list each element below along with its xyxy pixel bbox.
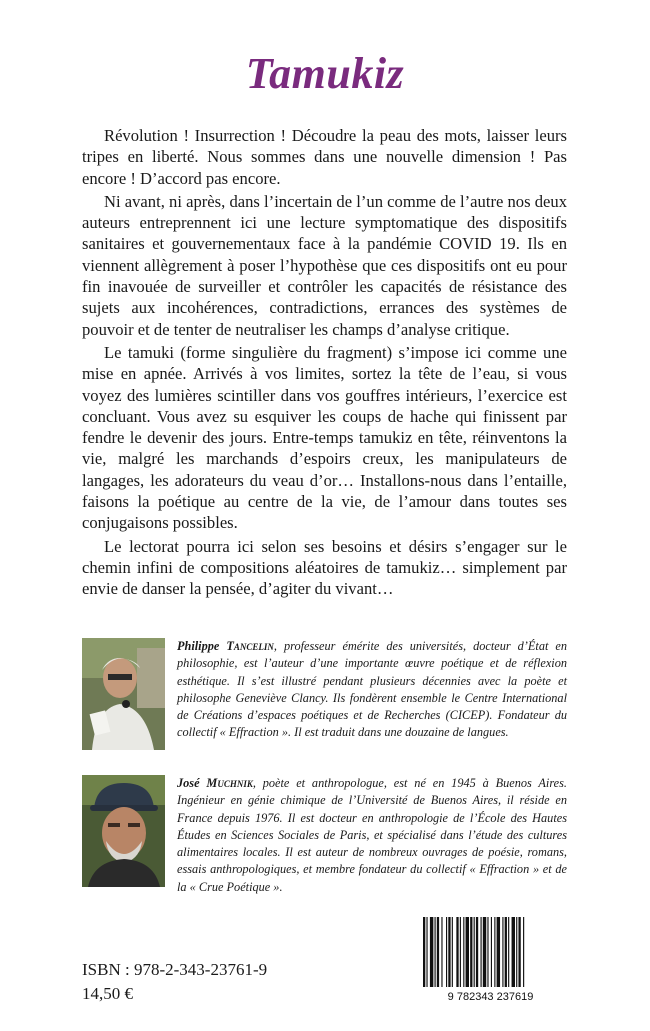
author-photo-muchnik xyxy=(82,775,165,887)
barcode-bar xyxy=(523,917,524,987)
barcode-bar xyxy=(481,917,482,987)
barcode-bar xyxy=(505,917,507,987)
blurb-paragraph-2: Ni avant, ni après, dans l’incertain de l’un comme de l’autre nos deux auteurs entreprennent ici une lecture symptomatique des dispositifs sanitaires et gouvernementaux face à la pandémie COVID 19. Ils en viennent allègrement à poser l’hypothèse que ces dispositifs ont eu pour fin inavouée de surveiller et contrôler les capacités de résistance des sujets aux incohérences, contradictions, errances des systèmes de pouvoir et de tenter de neutraliser les champs d’analyse critique. xyxy=(82,191,567,339)
blurb-paragraph-4: Le lectorat pourra ici selon ses besoins et désirs s’engager sur le chemin infini de compositions aléatoires de tamukiz… simplement par envie de danser la pensée, d’agiter du vivant… xyxy=(82,536,567,599)
barcode-bar xyxy=(437,917,439,987)
barcode-bar xyxy=(466,917,469,987)
author-last-name: Tancelin xyxy=(226,639,274,653)
author-bio-text: , professeur émérite des universités, docteur d’État en philosophie, est l’auteur d’une importante œuvre poétique et de réflexion esthétique. Il s’est illustré pendant plusieurs décennies avec la poète et philosophe Geneviève Clancy. Ils fondèrent ensemble le Centre International de Créations d’espaces poétiques et de Recherches (CICEP). Fondateur du collectif « Effraction ». Il est traduit dans une douzaine de langues. xyxy=(177,639,568,740)
blurb-paragraph-1: Révolution ! Insurrection ! Découdre la peau des mots, laisser leurs tripes en liberté. Nous sommes dans une nouvelle dimension ! Pas encore ! D’accord pas encore. xyxy=(82,126,567,188)
author-block-muchnik xyxy=(82,775,566,895)
barcode-bar xyxy=(494,917,495,987)
barcode xyxy=(413,915,568,1003)
barcode-bar xyxy=(456,917,458,987)
barcode-bar xyxy=(446,917,447,987)
barcode-bar xyxy=(516,917,517,987)
author-first-name: José xyxy=(177,776,200,790)
barcode-bar xyxy=(476,917,478,987)
author-bio-tancelin xyxy=(177,638,567,742)
barcode-bar xyxy=(502,917,503,987)
barcode-bar xyxy=(426,917,427,987)
blurb xyxy=(82,125,567,602)
author-last-name: Muchnik xyxy=(206,776,253,790)
author-first-name: Philippe xyxy=(177,639,220,653)
barcode-bar xyxy=(452,917,453,987)
barcode-bar xyxy=(487,917,488,987)
barcode-digits: 9 782343 237619 xyxy=(447,991,534,1003)
author-block-tancelin xyxy=(82,638,566,753)
barcode-bar xyxy=(512,917,515,987)
barcode-bar xyxy=(448,917,450,987)
portrait-muchnik-icon xyxy=(82,775,165,887)
isbn-price-block xyxy=(82,958,267,1006)
barcode-bar xyxy=(474,917,475,987)
author-photo-tancelin xyxy=(82,638,165,750)
barcode-bar xyxy=(491,917,492,987)
barcode-bar xyxy=(423,917,425,987)
isbn-number: ISBN : 978-2-343-23761-9 xyxy=(82,960,268,979)
author-bio-text: , poète et anthropologue, est né en 1945 à Buenos Aires. Ingénieur en génie chimique de l’Université de Buenos Aires, il réside en France depuis 1976. Il est docteur en anthropologie de l’École des Hautes Études en Sciences Sociales de Paris, et spécialisé dans l’étude des cultures alimentaires locales. Il est auteur de nombreux ouvrages de poésie, romans, essais anthropologiques, et membre fondateur du collectif « Effraction » et de la « Crue Poétique ». xyxy=(177,776,567,894)
barcode-bar xyxy=(483,917,486,987)
blurb-paragraph-3: Le tamuki (forme singulière du fragment) s’impose ici comme une mise en apnée. Arrivés à vos limites, sortez la tête de l’eau, si vous voyez des lumières scintiller dans vos gouffres intérieurs, l’exercice est concluant. Vous avez su esquiver les coups de hache qui finissent par fendre le devenir des jours. Entre-temps tamukiz en tête, réinventons la vie, malgré les marchands d’espoirs creux, les manipulateurs de langages, les adorateurs du veau d’or… Installons-nous dans l’entaille, faisons la poétique au centre de la vie, de l’amour dans toutes ses conjugaisons possibles. xyxy=(82,342,567,533)
barcode-bar xyxy=(441,917,442,987)
barcode-bar xyxy=(470,917,472,987)
barcode-bar xyxy=(518,917,520,987)
barcode-bar xyxy=(463,917,464,987)
book-title: Tamukiz xyxy=(245,49,405,98)
barcode-bar xyxy=(508,917,509,987)
barcode-bar xyxy=(460,917,461,987)
price: 14,50 € xyxy=(82,984,133,1003)
barcode-bar xyxy=(430,917,433,987)
author-bio-muchnik xyxy=(177,775,567,896)
portrait-tancelin-icon xyxy=(82,638,165,750)
barcode-bars-icon xyxy=(413,915,568,1003)
barcode-bar xyxy=(435,917,436,987)
barcode-bar xyxy=(497,917,500,987)
